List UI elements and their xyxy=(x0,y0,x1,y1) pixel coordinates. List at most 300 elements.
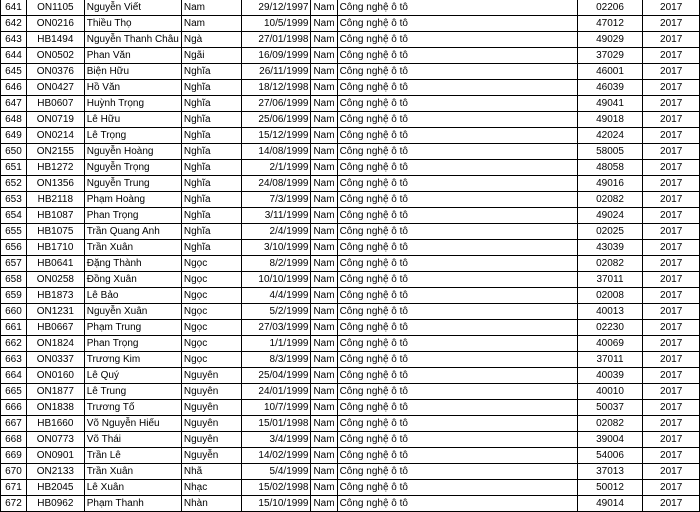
given-name-cell: Nam xyxy=(181,16,241,32)
dob-cell: 16/09/1999 xyxy=(241,48,311,64)
code-cell: HB1873 xyxy=(26,288,84,304)
dob-cell: 26/11/1999 xyxy=(241,64,311,80)
stt-cell: 661 xyxy=(1,320,27,336)
table-row xyxy=(1,80,700,96)
stt-cell: 656 xyxy=(1,240,27,256)
area-code-cell: 47012 xyxy=(577,16,643,32)
gender-cell: Nam xyxy=(311,272,337,288)
year-cell: 2017 xyxy=(643,288,700,304)
stt-cell: 650 xyxy=(1,144,27,160)
table-row xyxy=(1,304,700,320)
stt-cell: 651 xyxy=(1,160,27,176)
stt-cell: 641 xyxy=(1,0,27,16)
gender-cell: Nam xyxy=(311,496,337,512)
code-cell: ON0773 xyxy=(26,432,84,448)
surname-cell: Nguyễn Xuân xyxy=(84,304,181,320)
table-row xyxy=(1,192,700,208)
year-cell: 2017 xyxy=(643,384,700,400)
year-cell: 2017 xyxy=(643,448,700,464)
dob-cell: 24/01/1999 xyxy=(241,384,311,400)
year-cell: 2017 xyxy=(643,480,700,496)
gender-cell: Nam xyxy=(311,464,337,480)
year-cell: 2017 xyxy=(643,400,700,416)
table-row xyxy=(1,32,700,48)
gender-cell: Nam xyxy=(311,320,337,336)
year-cell: 2017 xyxy=(643,16,700,32)
dob-cell: 27/01/1998 xyxy=(241,32,311,48)
year-cell: 2017 xyxy=(643,80,700,96)
table-row xyxy=(1,0,700,16)
table-row xyxy=(1,448,700,464)
surname-cell: Nguyễn Hoàng xyxy=(84,144,181,160)
table-row xyxy=(1,16,700,32)
surname-cell: Phan Văn xyxy=(84,48,181,64)
dob-cell: 10/10/1999 xyxy=(241,272,311,288)
table-row xyxy=(1,112,700,128)
dob-cell: 2/1/1999 xyxy=(241,160,311,176)
stt-cell: 669 xyxy=(1,448,27,464)
surname-cell: Lê Trọng xyxy=(84,128,181,144)
dob-cell: 10/5/1999 xyxy=(241,16,311,32)
surname-cell: Lê Quý xyxy=(84,368,181,384)
gender-cell: Nam xyxy=(311,64,337,80)
table-row xyxy=(1,400,700,416)
table-row xyxy=(1,416,700,432)
year-cell: 2017 xyxy=(643,48,700,64)
major-cell: Công nghệ ô tô xyxy=(337,480,577,496)
gender-cell: Nam xyxy=(311,16,337,32)
year-cell: 2017 xyxy=(643,144,700,160)
code-cell: HB0667 xyxy=(26,320,84,336)
table-row xyxy=(1,352,700,368)
area-code-cell: 43039 xyxy=(577,240,643,256)
surname-cell: Võ Thái xyxy=(84,432,181,448)
dob-cell: 3/4/1999 xyxy=(241,432,311,448)
major-cell: Công nghệ ô tô xyxy=(337,368,577,384)
major-cell: Công nghệ ô tô xyxy=(337,384,577,400)
given-name-cell: Nguyên xyxy=(181,400,241,416)
dob-cell: 15/02/1998 xyxy=(241,480,311,496)
major-cell: Công nghệ ô tô xyxy=(337,320,577,336)
year-cell: 2017 xyxy=(643,112,700,128)
surname-cell: Huỳnh Trọng xyxy=(84,96,181,112)
surname-cell: Võ Nguyễn Hiếu xyxy=(84,416,181,432)
major-cell: Công nghệ ô tô xyxy=(337,32,577,48)
stt-cell: 649 xyxy=(1,128,27,144)
stt-cell: 658 xyxy=(1,272,27,288)
stt-cell: 654 xyxy=(1,208,27,224)
code-cell: ON1231 xyxy=(26,304,84,320)
surname-cell: Lê Trung xyxy=(84,384,181,400)
area-code-cell: 49041 xyxy=(577,96,643,112)
area-code-cell: 40069 xyxy=(577,336,643,352)
given-name-cell: Ngọc xyxy=(181,288,241,304)
dob-cell: 5/2/1999 xyxy=(241,304,311,320)
table-row xyxy=(1,208,700,224)
given-name-cell: Nhã xyxy=(181,464,241,480)
table-row xyxy=(1,320,700,336)
stt-cell: 659 xyxy=(1,288,27,304)
table-row xyxy=(1,368,700,384)
year-cell: 2017 xyxy=(643,64,700,80)
gender-cell: Nam xyxy=(311,336,337,352)
area-code-cell: 37029 xyxy=(577,48,643,64)
surname-cell: Phạm Hoàng xyxy=(84,192,181,208)
code-cell: ON2155 xyxy=(26,144,84,160)
surname-cell: Lê Bảo xyxy=(84,288,181,304)
year-cell: 2017 xyxy=(643,496,700,512)
area-code-cell: 49018 xyxy=(577,112,643,128)
major-cell: Công nghệ ô tô xyxy=(337,144,577,160)
stt-cell: 645 xyxy=(1,64,27,80)
area-code-cell: 50012 xyxy=(577,480,643,496)
surname-cell: Phạm Trung xyxy=(84,320,181,336)
major-cell: Công nghệ ô tô xyxy=(337,336,577,352)
dob-cell: 3/11/1999 xyxy=(241,208,311,224)
surname-cell: Phan Trọng xyxy=(84,208,181,224)
dob-cell: 25/06/1999 xyxy=(241,112,311,128)
stt-cell: 644 xyxy=(1,48,27,64)
table-row xyxy=(1,480,700,496)
given-name-cell: Nguyễn xyxy=(181,448,241,464)
gender-cell: Nam xyxy=(311,352,337,368)
given-name-cell: Ngãi xyxy=(181,48,241,64)
year-cell: 2017 xyxy=(643,96,700,112)
area-code-cell: 48058 xyxy=(577,160,643,176)
year-cell: 2017 xyxy=(643,160,700,176)
given-name-cell: Ngọc xyxy=(181,304,241,320)
gender-cell: Nam xyxy=(311,448,337,464)
stt-cell: 647 xyxy=(1,96,27,112)
major-cell: Công nghệ ô tô xyxy=(337,48,577,64)
area-code-cell: 46039 xyxy=(577,80,643,96)
year-cell: 2017 xyxy=(643,224,700,240)
given-name-cell: Nhạc xyxy=(181,480,241,496)
major-cell: Công nghệ ô tô xyxy=(337,224,577,240)
given-name-cell: Nguyên xyxy=(181,368,241,384)
code-cell: ON0216 xyxy=(26,16,84,32)
given-name-cell: Nguyên xyxy=(181,416,241,432)
area-code-cell: 02230 xyxy=(577,320,643,336)
gender-cell: Nam xyxy=(311,240,337,256)
year-cell: 2017 xyxy=(643,32,700,48)
surname-cell: Phạm Thanh xyxy=(84,496,181,512)
major-cell: Công nghệ ô tô xyxy=(337,16,577,32)
year-cell: 2017 xyxy=(643,352,700,368)
dob-cell: 4/4/1999 xyxy=(241,288,311,304)
gender-cell: Nam xyxy=(311,32,337,48)
code-cell: ON2133 xyxy=(26,464,84,480)
dob-cell: 15/12/1999 xyxy=(241,128,311,144)
stt-cell: 664 xyxy=(1,368,27,384)
dob-cell: 3/10/1999 xyxy=(241,240,311,256)
given-name-cell: Nghĩa xyxy=(181,240,241,256)
given-name-cell: Nghĩa xyxy=(181,208,241,224)
year-cell: 2017 xyxy=(643,336,700,352)
surname-cell: Trương Kim xyxy=(84,352,181,368)
dob-cell: 24/08/1999 xyxy=(241,176,311,192)
stt-cell: 672 xyxy=(1,496,27,512)
area-code-cell: 39004 xyxy=(577,432,643,448)
code-cell: ON0901 xyxy=(26,448,84,464)
given-name-cell: Ngọc xyxy=(181,352,241,368)
area-code-cell: 54006 xyxy=(577,448,643,464)
table-row xyxy=(1,144,700,160)
major-cell: Công nghệ ô tô xyxy=(337,432,577,448)
surname-cell: Nguyễn Trọng xyxy=(84,160,181,176)
year-cell: 2017 xyxy=(643,304,700,320)
code-cell: ON0502 xyxy=(26,48,84,64)
surname-cell: Biện Hữu xyxy=(84,64,181,80)
dob-cell: 8/2/1999 xyxy=(241,256,311,272)
gender-cell: Nam xyxy=(311,144,337,160)
given-name-cell: Nghĩa xyxy=(181,128,241,144)
area-code-cell: 37011 xyxy=(577,272,643,288)
major-cell: Công nghệ ô tô xyxy=(337,192,577,208)
table-row xyxy=(1,496,700,512)
table-row xyxy=(1,160,700,176)
code-cell: ON1356 xyxy=(26,176,84,192)
table-row xyxy=(1,240,700,256)
area-code-cell: 02008 xyxy=(577,288,643,304)
code-cell: HB0962 xyxy=(26,496,84,512)
year-cell: 2017 xyxy=(643,320,700,336)
area-code-cell: 42024 xyxy=(577,128,643,144)
given-name-cell: Ngọc xyxy=(181,336,241,352)
stt-cell: 643 xyxy=(1,32,27,48)
area-code-cell: 58005 xyxy=(577,144,643,160)
gender-cell: Nam xyxy=(311,208,337,224)
given-name-cell: Nghĩa xyxy=(181,224,241,240)
surname-cell: Trương Tố xyxy=(84,400,181,416)
stt-cell: 642 xyxy=(1,16,27,32)
surname-cell: Phan Trọng xyxy=(84,336,181,352)
year-cell: 2017 xyxy=(643,416,700,432)
dob-cell: 10/7/1999 xyxy=(241,400,311,416)
area-code-cell: 40013 xyxy=(577,304,643,320)
year-cell: 2017 xyxy=(643,240,700,256)
dob-cell: 2/4/1999 xyxy=(241,224,311,240)
dob-cell: 27/06/1999 xyxy=(241,96,311,112)
major-cell: Công nghệ ô tô xyxy=(337,416,577,432)
code-cell: HB1660 xyxy=(26,416,84,432)
code-cell: HB1494 xyxy=(26,32,84,48)
code-cell: HB1087 xyxy=(26,208,84,224)
surname-cell: Trần Quang Anh xyxy=(84,224,181,240)
stt-cell: 671 xyxy=(1,480,27,496)
area-code-cell: 46001 xyxy=(577,64,643,80)
table-row xyxy=(1,384,700,400)
major-cell: Công nghệ ô tô xyxy=(337,128,577,144)
given-name-cell: Ngọc xyxy=(181,256,241,272)
given-name-cell: Ngà xyxy=(181,32,241,48)
major-cell: Công nghệ ô tô xyxy=(337,496,577,512)
stt-cell: 653 xyxy=(1,192,27,208)
stt-cell: 662 xyxy=(1,336,27,352)
year-cell: 2017 xyxy=(643,176,700,192)
stt-cell: 665 xyxy=(1,384,27,400)
major-cell: Công nghệ ô tô xyxy=(337,272,577,288)
table-row xyxy=(1,272,700,288)
code-cell: ON0160 xyxy=(26,368,84,384)
code-cell: ON1838 xyxy=(26,400,84,416)
dob-cell: 25/04/1999 xyxy=(241,368,311,384)
area-code-cell: 49029 xyxy=(577,32,643,48)
dob-cell: 5/4/1999 xyxy=(241,464,311,480)
area-code-cell: 02082 xyxy=(577,416,643,432)
gender-cell: Nam xyxy=(311,432,337,448)
major-cell: Công nghệ ô tô xyxy=(337,96,577,112)
area-code-cell: 02206 xyxy=(577,0,643,16)
area-code-cell: 40010 xyxy=(577,384,643,400)
dob-cell: 18/12/1998 xyxy=(241,80,311,96)
code-cell: HB2045 xyxy=(26,480,84,496)
code-cell: ON0376 xyxy=(26,64,84,80)
surname-cell: Lê Xuân xyxy=(84,480,181,496)
stt-cell: 648 xyxy=(1,112,27,128)
surname-cell: Trần Lê xyxy=(84,448,181,464)
gender-cell: Nam xyxy=(311,112,337,128)
major-cell: Công nghệ ô tô xyxy=(337,160,577,176)
major-cell: Công nghệ ô tô xyxy=(337,352,577,368)
table-row xyxy=(1,464,700,480)
dob-cell: 8/3/1999 xyxy=(241,352,311,368)
dob-cell: 15/01/1998 xyxy=(241,416,311,432)
area-code-cell: 50037 xyxy=(577,400,643,416)
major-cell: Công nghệ ô tô xyxy=(337,464,577,480)
major-cell: Công nghệ ô tô xyxy=(337,240,577,256)
table-row xyxy=(1,176,700,192)
given-name-cell: Nguyên xyxy=(181,432,241,448)
stt-cell: 667 xyxy=(1,416,27,432)
given-name-cell: Nhàn xyxy=(181,496,241,512)
stt-cell: 668 xyxy=(1,432,27,448)
gender-cell: Nam xyxy=(311,224,337,240)
code-cell: ON0337 xyxy=(26,352,84,368)
gender-cell: Nam xyxy=(311,256,337,272)
year-cell: 2017 xyxy=(643,128,700,144)
table-row xyxy=(1,336,700,352)
table-row xyxy=(1,64,700,80)
stt-cell: 670 xyxy=(1,464,27,480)
dob-cell: 27/03/1999 xyxy=(241,320,311,336)
area-code-cell: 49024 xyxy=(577,208,643,224)
given-name-cell: Nghĩa xyxy=(181,112,241,128)
code-cell: ON1824 xyxy=(26,336,84,352)
dob-cell: 29/12/1997 xyxy=(241,0,311,16)
stt-cell: 652 xyxy=(1,176,27,192)
code-cell: HB1075 xyxy=(26,224,84,240)
surname-cell: Nguyễn Viết xyxy=(84,0,181,16)
given-name-cell: Nghĩa xyxy=(181,64,241,80)
area-code-cell: 49016 xyxy=(577,176,643,192)
major-cell: Công nghệ ô tô xyxy=(337,0,577,16)
surname-cell: Nguyễn Thanh Châu xyxy=(84,32,181,48)
stt-cell: 663 xyxy=(1,352,27,368)
given-name-cell: Nghĩa xyxy=(181,144,241,160)
gender-cell: Nam xyxy=(311,80,337,96)
gender-cell: Nam xyxy=(311,0,337,16)
year-cell: 2017 xyxy=(643,0,700,16)
gender-cell: Nam xyxy=(311,160,337,176)
given-name-cell: Nghĩa xyxy=(181,96,241,112)
major-cell: Công nghệ ô tô xyxy=(337,304,577,320)
year-cell: 2017 xyxy=(643,272,700,288)
stt-cell: 657 xyxy=(1,256,27,272)
stt-cell: 666 xyxy=(1,400,27,416)
code-cell: ON0258 xyxy=(26,272,84,288)
code-cell: HB0641 xyxy=(26,256,84,272)
table-row xyxy=(1,224,700,240)
gender-cell: Nam xyxy=(311,128,337,144)
gender-cell: Nam xyxy=(311,48,337,64)
major-cell: Công nghệ ô tô xyxy=(337,112,577,128)
gender-cell: Nam xyxy=(311,96,337,112)
given-name-cell: Nguyên xyxy=(181,384,241,400)
dob-cell: 7/3/1999 xyxy=(241,192,311,208)
code-cell: HB2118 xyxy=(26,192,84,208)
gender-cell: Nam xyxy=(311,368,337,384)
year-cell: 2017 xyxy=(643,464,700,480)
stt-cell: 646 xyxy=(1,80,27,96)
area-code-cell: 02025 xyxy=(577,224,643,240)
given-name-cell: Ngọc xyxy=(181,320,241,336)
dob-cell: 14/08/1999 xyxy=(241,144,311,160)
given-name-cell: Nghĩa xyxy=(181,80,241,96)
area-code-cell: 02082 xyxy=(577,192,643,208)
table-row xyxy=(1,256,700,272)
major-cell: Công nghệ ô tô xyxy=(337,208,577,224)
code-cell: ON0719 xyxy=(26,112,84,128)
given-name-cell: Nghĩa xyxy=(181,176,241,192)
year-cell: 2017 xyxy=(643,432,700,448)
stt-cell: 660 xyxy=(1,304,27,320)
surname-cell: Đồng Xuân xyxy=(84,272,181,288)
major-cell: Công nghệ ô tô xyxy=(337,256,577,272)
surname-cell: Lê Hữu xyxy=(84,112,181,128)
area-code-cell: 37011 xyxy=(577,352,643,368)
gender-cell: Nam xyxy=(311,176,337,192)
code-cell: ON0427 xyxy=(26,80,84,96)
major-cell: Công nghệ ô tô xyxy=(337,80,577,96)
table-row xyxy=(1,288,700,304)
code-cell: HB0607 xyxy=(26,96,84,112)
given-name-cell: Ngọc xyxy=(181,272,241,288)
stt-cell: 655 xyxy=(1,224,27,240)
code-cell: ON0214 xyxy=(26,128,84,144)
gender-cell: Nam xyxy=(311,416,337,432)
dob-cell: 15/10/1999 xyxy=(241,496,311,512)
major-cell: Công nghệ ô tô xyxy=(337,400,577,416)
dob-cell: 14/02/1999 xyxy=(241,448,311,464)
gender-cell: Nam xyxy=(311,400,337,416)
major-cell: Công nghệ ô tô xyxy=(337,176,577,192)
table-row xyxy=(1,96,700,112)
surname-cell: Trần Xuân xyxy=(84,464,181,480)
surname-cell: Trần Xuân xyxy=(84,240,181,256)
gender-cell: Nam xyxy=(311,192,337,208)
gender-cell: Nam xyxy=(311,384,337,400)
area-code-cell: 49014 xyxy=(577,496,643,512)
area-code-cell: 37013 xyxy=(577,464,643,480)
gender-cell: Nam xyxy=(311,480,337,496)
student-rows xyxy=(1,0,700,512)
table-row xyxy=(1,128,700,144)
given-name-cell: Nam xyxy=(181,0,241,16)
major-cell: Công nghệ ô tô xyxy=(337,448,577,464)
code-cell: ON1105 xyxy=(26,0,84,16)
surname-cell: Thiều Thọ xyxy=(84,16,181,32)
